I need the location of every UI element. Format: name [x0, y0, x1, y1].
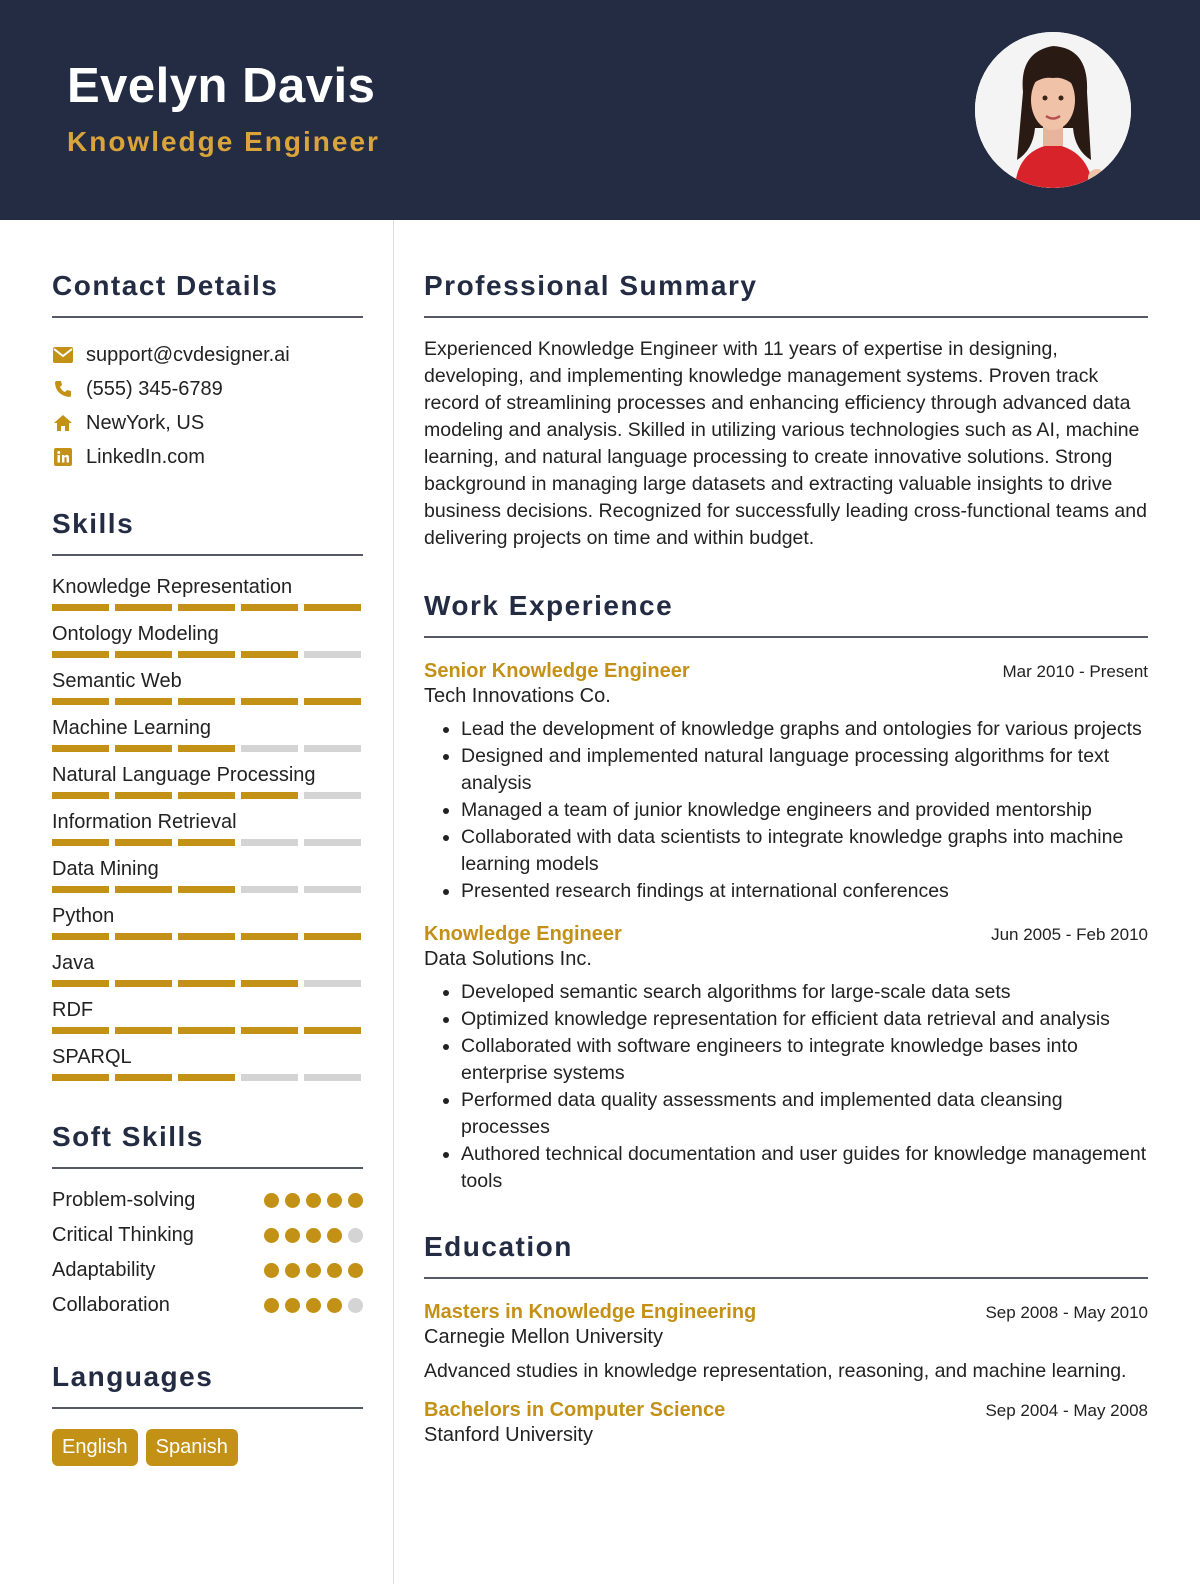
education-school: Carnegie Mellon University: [424, 1326, 663, 1348]
rating-dot: [264, 1263, 279, 1278]
education-description: Advanced studies in knowledge representation, reasoning, and machine learning.: [424, 1360, 1127, 1382]
summary-section: [424, 270, 1148, 552]
job-bullet: • Collaborated with data scientists to integrate knowledge graphs into machine learning models: [461, 824, 1148, 878]
skill-level-segment: [52, 1074, 109, 1081]
rating-dot: [348, 1193, 363, 1208]
skill-level-segment: [241, 980, 298, 987]
resume-header: [0, 0, 1200, 220]
skill-name: Machine Learning: [52, 717, 211, 739]
left-column: [52, 220, 363, 1466]
soft-skill-name: Problem-solving: [52, 1189, 196, 1211]
skill-name: Natural Language Processing: [52, 764, 316, 786]
job-bullets: [424, 979, 1148, 1195]
rating-dot: [264, 1298, 279, 1313]
skill-level-segment: [178, 886, 235, 893]
skill-name: Knowledge Representation: [52, 576, 293, 598]
rating-dot: [327, 1228, 342, 1243]
rating-dot: [306, 1193, 321, 1208]
skill-level-segment: [304, 933, 361, 940]
skill-level-segment: [178, 1074, 235, 1081]
job-bullet: • Managed a team of junior knowledge engineers and provided mentorship: [461, 797, 1148, 824]
rating-dot: [327, 1193, 342, 1208]
education-dates: Sep 2008 - May 2010: [985, 1303, 1148, 1322]
language-tag: English: [52, 1429, 138, 1466]
right-column: [424, 220, 1148, 1447]
skill-level-segment: [115, 1074, 172, 1081]
job-entry: [424, 660, 1148, 905]
rating-dot: [306, 1263, 321, 1278]
rating-dot: [285, 1193, 300, 1208]
soft-skills-list: [52, 1183, 363, 1323]
skill-level-bar: [52, 886, 363, 893]
job-title: Senior Knowledge Engineer: [424, 660, 690, 682]
skill-level-bar: [52, 1074, 363, 1081]
job-bullet: • Lead the development of knowledge graphs and ontologies for various projects: [461, 716, 1148, 743]
education-dates: Sep 2004 - May 2008: [985, 1401, 1148, 1420]
skill-level-segment: [241, 792, 298, 799]
skill-level-segment: [304, 651, 361, 658]
job-dates: Mar 2010 - Present: [1002, 662, 1148, 681]
skill-level-segment: [115, 792, 172, 799]
skill-level-segment: [52, 886, 109, 893]
skill-level-bar: [52, 933, 363, 940]
soft-skills-section-title: Soft Skills: [52, 1121, 363, 1169]
soft-skill-item: [52, 1218, 363, 1253]
skill-level-segment: [178, 745, 235, 752]
contact-linkedin-text: LinkedIn.com: [86, 445, 205, 468]
skill-level-bar: [52, 745, 363, 752]
rating-dot: [264, 1193, 279, 1208]
skill-level-segment: [304, 1074, 361, 1081]
skill-level-segment: [241, 1027, 298, 1034]
job-dates: Jun 2005 - Feb 2010: [991, 925, 1148, 944]
rating-dot: [285, 1263, 300, 1278]
skill-level-segment: [304, 604, 361, 611]
candidate-name: Evelyn Davis: [67, 59, 376, 113]
candidate-title: Knowledge Engineer: [67, 126, 380, 157]
rating-dot: [285, 1228, 300, 1243]
soft-skill-name: Adaptability: [52, 1259, 156, 1281]
contact-section: [52, 270, 363, 474]
skill-level-segment: [115, 980, 172, 987]
skill-level-segment: [304, 886, 361, 893]
skill-level-segment: [178, 933, 235, 940]
experience-section-title: Work Experience: [424, 590, 1148, 638]
skill-name: SPARQL: [52, 1046, 132, 1068]
skill-name: Python: [52, 905, 115, 927]
job-entry: [424, 923, 1148, 1195]
skill-item: [52, 1044, 363, 1081]
skill-level-segment: [304, 792, 361, 799]
skill-item: [52, 715, 363, 752]
education-entry: [424, 1301, 1148, 1385]
skill-level-segment: [241, 651, 298, 658]
job-bullets: [424, 716, 1148, 905]
job-bullet: • Performed data quality assessments and implemented data cleansing processes: [461, 1087, 1148, 1141]
skill-level-segment: [178, 839, 235, 846]
skill-level-segment: [178, 604, 235, 611]
languages-section: [52, 1361, 363, 1466]
skill-level-segment: [304, 745, 361, 752]
skill-item: [52, 574, 363, 611]
rating-dot: [348, 1298, 363, 1313]
soft-skill-name: Critical Thinking: [52, 1224, 194, 1246]
soft-skill-rating: [264, 1193, 363, 1208]
skill-level-bar: [52, 839, 363, 846]
skill-level-segment: [304, 1027, 361, 1034]
rating-dot: [306, 1228, 321, 1243]
education-degree: Bachelors in Computer Science: [424, 1399, 726, 1421]
contact-section-title: Contact Details: [52, 270, 363, 318]
job-bullet: • Optimized knowledge representation for efficient data retrieval and analysis: [461, 1006, 1148, 1033]
skill-level-bar: [52, 604, 363, 611]
skill-level-segment: [52, 933, 109, 940]
skill-level-segment: [304, 698, 361, 705]
skill-level-segment: [178, 698, 235, 705]
skill-name: Ontology Modeling: [52, 623, 219, 645]
skill-item: [52, 903, 363, 940]
skill-level-segment: [52, 980, 109, 987]
rating-dot: [264, 1228, 279, 1243]
skill-level-segment: [115, 698, 172, 705]
phone-icon: [52, 378, 74, 400]
soft-skills-section: [52, 1121, 363, 1323]
skill-item: [52, 950, 363, 987]
skill-name: Semantic Web: [52, 670, 182, 692]
skill-level-segment: [178, 792, 235, 799]
skill-level-segment: [115, 604, 172, 611]
soft-skill-item: [52, 1288, 363, 1323]
home-icon: [52, 412, 74, 434]
experience-section: [424, 590, 1148, 1195]
column-divider: [393, 220, 394, 1584]
contact-list: [52, 338, 363, 474]
envelope-icon: [52, 344, 74, 366]
skill-level-bar: [52, 698, 363, 705]
rating-dot: [285, 1298, 300, 1313]
summary-text: Experienced Knowledge Engineer with 11 years of expertise in designing, developing, and implementing knowledge management systems. Proven track record of streamlining processes and enhancing efficiency through advanced data modeling and analysis. Skilled in utilizing various technologies such as AI, machine learning, and natural language processing to create innovative solutions. Strong background in managing large datasets and extracting valuable insights to drive business decisions. Recognized for successfully leading cross-functional teams and delivering projects on time and within budget.: [424, 338, 1147, 549]
skill-level-segment: [241, 604, 298, 611]
contact-email-text: support@cvdesigner.ai: [86, 343, 290, 366]
skill-level-segment: [52, 698, 109, 705]
skill-level-segment: [52, 651, 109, 658]
skill-item: [52, 668, 363, 705]
languages-section-title: Languages: [52, 1361, 363, 1409]
skill-level-segment: [178, 980, 235, 987]
job-bullet: • Authored technical documentation and user guides for knowledge management tools: [461, 1141, 1148, 1195]
contact-linkedin[interactable]: [52, 440, 363, 474]
skill-level-segment: [52, 745, 109, 752]
skill-level-segment: [178, 651, 235, 658]
skill-level-segment: [115, 933, 172, 940]
job-company: Tech Innovations Co.: [424, 685, 611, 707]
rating-dot: [348, 1228, 363, 1243]
education-section: [424, 1231, 1148, 1447]
education-degree: Masters in Knowledge Engineering: [424, 1301, 757, 1323]
job-bullet: • Designed and implemented natural language processing algorithms for text analysis: [461, 743, 1148, 797]
skill-level-segment: [115, 839, 172, 846]
language-tag: Spanish: [146, 1429, 238, 1466]
job-title: Knowledge Engineer: [424, 923, 622, 945]
skill-name: Java: [52, 952, 95, 974]
linkedin-icon: [52, 446, 74, 468]
skill-item: [52, 809, 363, 846]
skill-level-segment: [304, 839, 361, 846]
contact-location-text: NewYork, US: [86, 411, 205, 434]
summary-section-title: Professional Summary: [424, 270, 1148, 318]
skill-item: [52, 997, 363, 1034]
skill-level-bar: [52, 980, 363, 987]
skills-list: [52, 574, 363, 1081]
skill-level-segment: [241, 745, 298, 752]
skill-level-segment: [241, 933, 298, 940]
job-bullet: • Developed semantic search algorithms for large-scale data sets: [461, 979, 1148, 1006]
soft-skill-rating: [264, 1298, 363, 1313]
rating-dot: [348, 1263, 363, 1278]
job-bullet: • Presented research findings at international conferences: [461, 878, 1148, 905]
skill-level-segment: [52, 604, 109, 611]
skill-level-bar: [52, 792, 363, 799]
skill-level-segment: [115, 651, 172, 658]
contact-phone-text: (555) 345-6789: [86, 377, 223, 400]
contact-location: [52, 406, 363, 440]
contact-email[interactable]: [52, 338, 363, 372]
soft-skill-item: [52, 1183, 363, 1218]
profile-photo: [975, 32, 1131, 188]
skill-name: RDF: [52, 999, 94, 1021]
skill-level-bar: [52, 1027, 363, 1034]
skill-item: [52, 762, 363, 799]
contact-phone[interactable]: [52, 372, 363, 406]
skill-level-segment: [304, 980, 361, 987]
skills-section: [52, 508, 363, 1081]
skill-level-segment: [52, 839, 109, 846]
education-school: Stanford University: [424, 1424, 593, 1446]
soft-skill-rating: [264, 1228, 363, 1243]
skill-level-segment: [241, 1074, 298, 1081]
skill-level-segment: [115, 745, 172, 752]
rating-dot: [306, 1298, 321, 1313]
skill-name: Data Mining: [52, 858, 159, 880]
soft-skill-name: Collaboration: [52, 1294, 170, 1316]
skill-level-segment: [178, 1027, 235, 1034]
skills-section-title: Skills: [52, 508, 363, 556]
skill-level-bar: [52, 651, 363, 658]
skill-level-segment: [241, 886, 298, 893]
skill-level-segment: [52, 792, 109, 799]
rating-dot: [327, 1298, 342, 1313]
skill-level-segment: [241, 839, 298, 846]
job-company: Data Solutions Inc.: [424, 948, 592, 970]
skill-level-segment: [115, 1027, 172, 1034]
soft-skill-rating: [264, 1263, 363, 1278]
job-bullet: • Collaborated with software engineers to integrate knowledge bases into enterprise systems: [461, 1033, 1148, 1087]
language-tags: [52, 1429, 363, 1466]
profile-photo-image: [975, 32, 1131, 188]
skill-item: [52, 621, 363, 658]
soft-skill-item: [52, 1253, 363, 1288]
skill-level-segment: [115, 886, 172, 893]
skill-item: [52, 856, 363, 893]
education-entry: [424, 1399, 1148, 1447]
rating-dot: [327, 1263, 342, 1278]
skill-level-segment: [241, 698, 298, 705]
skill-level-segment: [52, 1027, 109, 1034]
skill-name: Information Retrieval: [52, 811, 237, 833]
education-section-title: Education: [424, 1231, 1148, 1279]
